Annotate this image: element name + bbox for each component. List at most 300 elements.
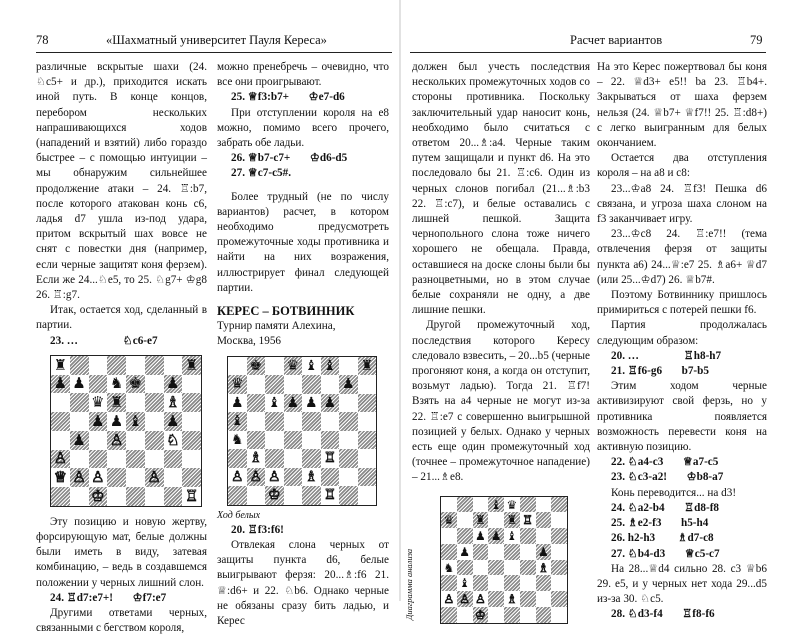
board-square (265, 431, 284, 450)
board-square (107, 468, 126, 487)
board-square (302, 449, 321, 468)
black-piece-icon: ♟ (304, 394, 318, 411)
board-square (284, 449, 303, 468)
board-square (247, 431, 266, 450)
board-square (145, 450, 164, 469)
board-square (473, 497, 489, 513)
black-piece-icon: ♟ (286, 394, 300, 411)
board-square (164, 393, 183, 412)
white-piece-icon: ♖ (184, 486, 199, 505)
spacer (217, 296, 389, 304)
board-square (284, 431, 303, 450)
body-paragraph: При отступлении короля на e8 можно, помимо всего прочего, забрать обе ладьи. (217, 106, 389, 150)
black-piece-icon: ♝ (506, 529, 518, 544)
board-square (339, 357, 358, 376)
body-paragraph: Конь переводится... на d3! (611, 486, 737, 499)
black-piece-icon: ♟ (459, 544, 470, 559)
black-piece-icon: ♜ (53, 355, 68, 374)
board-square (182, 393, 201, 412)
board-square (51, 412, 70, 431)
board-square (457, 544, 473, 560)
board-square (247, 486, 266, 505)
board-square (265, 468, 284, 487)
board-square (321, 357, 340, 376)
left-header-rule (36, 52, 392, 53)
left-running-header: «Шахматный университет Пауля Кереса» (106, 33, 327, 47)
board-square (70, 356, 89, 375)
body-paragraph: 23...♔c8 24. ♖:e7!! (тема отвлечения ферзя от защиты пункта a6) 24...♕:e7 25. ♗a6+ ♕d7 (или 25...♔d7) 26. ♕b7#. (597, 228, 767, 286)
board-square (520, 497, 536, 513)
white-piece-icon: ♙ (230, 468, 244, 485)
board-square (358, 486, 377, 505)
board-square (182, 412, 201, 431)
left-page (0, 0, 400, 635)
board-square (520, 528, 536, 544)
body-paragraph: На 28...♕d4 сильно 28. c3 ♕b6 29. e5, и у черных нет хода 29...d5 из-за 30. ♘c5. (597, 562, 767, 606)
board-square (551, 575, 567, 591)
board-square (284, 468, 303, 487)
board-square (536, 497, 552, 513)
black-piece-icon: ♝ (128, 411, 143, 430)
board-square (107, 375, 126, 394)
board-square (265, 357, 284, 376)
board-square (89, 431, 108, 450)
board-square (107, 431, 126, 450)
board-square (145, 356, 164, 375)
black-piece-icon: ♝ (459, 576, 470, 591)
body-paragraph: 23...♔a8 24. ♖f3! Пешка d6 связана, и угроза шаха слоном на f3 заканчивает игру. (597, 182, 767, 226)
board-square (51, 487, 70, 506)
right-running-header: Расчет вариантов (570, 33, 663, 47)
black-piece-icon: ♛ (91, 393, 105, 412)
board-square (284, 486, 303, 505)
board-square (51, 431, 70, 450)
black-piece-icon: ♟ (72, 374, 86, 393)
board-square (284, 375, 303, 394)
board-square (164, 468, 183, 487)
board-square (70, 393, 89, 412)
board-square (70, 431, 89, 450)
right-page (400, 0, 800, 622)
board-square (358, 468, 377, 487)
chess-diagram-board3 (440, 496, 568, 624)
board-square (504, 512, 520, 528)
white-piece-icon: ♖ (323, 450, 337, 467)
game-move: 26. ♕b7-c7+ ♔d6-d5 (231, 152, 348, 165)
board-square (284, 394, 303, 413)
board-square (164, 356, 183, 375)
diagram-side-label: Диаграмма анализа (404, 548, 414, 620)
board-square (441, 497, 457, 513)
white-piece-icon: ♖ (522, 513, 533, 528)
board-square (89, 375, 108, 394)
board-square (536, 575, 552, 591)
board-square (247, 357, 266, 376)
white-piece-icon: ♗ (304, 468, 318, 485)
board-square (457, 607, 473, 623)
board-square (358, 357, 377, 376)
white-piece-icon: ♙ (474, 592, 486, 607)
board-square (457, 560, 473, 576)
board-square (228, 449, 247, 468)
board-square (488, 607, 504, 623)
black-piece-icon: ♜ (474, 513, 486, 528)
body-paragraph: На это Керес пожертвовал бы коня – 22. ♕d3+ e5!! ba 23. ♖b4+. Закрываться от шаха ферзем нельзя (24. ♕b7+ ♕f7!! 25. ♖:d8+) с легко выигранным для белых окончанием. (597, 61, 767, 150)
black-piece-icon: ♝ (230, 413, 244, 430)
board-square (551, 591, 567, 607)
black-piece-icon: ♟ (537, 544, 549, 559)
board-square (339, 394, 358, 413)
body-paragraph: Партия продолжалась следующим образом: (597, 319, 767, 347)
game-move: 27. ♘b4-d3 ♕c5-c7 (611, 547, 720, 560)
white-piece-icon: ♙ (109, 430, 124, 449)
board-square (321, 468, 340, 487)
white-piece-icon: ♙ (72, 468, 86, 487)
board-square (473, 528, 489, 544)
board-square (441, 512, 457, 528)
black-piece-icon: ♛ (506, 497, 518, 512)
board-square (51, 468, 70, 487)
board-square (228, 486, 247, 505)
right-column-1 (404, 60, 590, 624)
board-square (488, 591, 504, 607)
board-square (51, 356, 70, 375)
body-paragraph: Другими ответами черных, связанными с бегством короля, (36, 607, 207, 635)
board-square (441, 544, 457, 560)
board-square (182, 375, 201, 394)
board-square (89, 393, 108, 412)
black-piece-icon: ♝ (490, 497, 502, 512)
black-piece-icon: ♟ (109, 411, 124, 430)
board-square (107, 450, 126, 469)
board-square (536, 512, 552, 528)
board-square (182, 356, 201, 375)
board-square (321, 486, 340, 505)
game-move: 23. … ♘c6-e7 (50, 334, 158, 347)
board-square (247, 394, 266, 413)
game-title: КЕРЕС – БОТВИННИК (217, 304, 355, 319)
board-square (520, 512, 536, 528)
black-piece-icon: ♞ (109, 374, 124, 393)
board-square (457, 528, 473, 544)
white-piece-icon: ♗ (249, 450, 263, 467)
body-paragraph: Остается два отступления короля – на a8 и c8: (597, 152, 767, 180)
board-square (441, 575, 457, 591)
board-square (339, 375, 358, 394)
game-move: 27. ♕c7-c5#. (231, 167, 292, 180)
white-piece-icon: ♗ (537, 560, 549, 575)
board-square (358, 449, 377, 468)
game-move: 21. ♖f6-g6 b7-b5 (611, 365, 709, 378)
game-move: 22. ♘a4-c3 ♕a7-c5 (611, 456, 719, 469)
board-square (70, 375, 89, 394)
board-square (473, 575, 489, 591)
board-square (302, 375, 321, 394)
game-move: 28. ♘d3-f4 ♖f8-f6 (611, 608, 715, 621)
board-square (70, 487, 89, 506)
board-square (89, 356, 108, 375)
body-paragraph: Этим ходом черные активизируют свой ферзь, но у противника появляется возможность перевести коня на активную позицию. (597, 380, 767, 454)
black-piece-icon: ♛ (230, 376, 244, 393)
body-paragraph: Эту позицию и новую жертву, форсирующую мат, белые должны были иметь в виду, затевая комбинацию, – ведь в создавшемся положении у черных лишний слон. (36, 515, 207, 589)
board-square (488, 497, 504, 513)
black-piece-icon: ♜ (506, 513, 518, 528)
board-square (504, 607, 520, 623)
board-square (473, 512, 489, 528)
board-square (145, 468, 164, 487)
board-square (520, 544, 536, 560)
board-square (520, 591, 536, 607)
board-square (302, 468, 321, 487)
black-piece-icon: ♟ (323, 394, 337, 411)
black-piece-icon: ♞ (443, 560, 455, 575)
white-piece-icon: ♔ (474, 607, 486, 622)
board-square (228, 431, 247, 450)
board-square (228, 394, 247, 413)
black-piece-icon: ♝ (267, 394, 281, 411)
right-header-rule (410, 52, 766, 53)
board-square (488, 575, 504, 591)
board-square (51, 375, 70, 394)
board-square (504, 591, 520, 607)
board-square (321, 431, 340, 450)
spacer (217, 182, 389, 190)
black-piece-icon: ♛ (443, 513, 455, 528)
board-square (473, 544, 489, 560)
board-square (536, 560, 552, 576)
board-square (164, 487, 183, 506)
black-piece-icon: ♟ (230, 394, 244, 411)
board-square (89, 412, 108, 431)
board-square (89, 450, 108, 469)
board-square (488, 544, 504, 560)
board-square (265, 375, 284, 394)
board-square (339, 431, 358, 450)
board-square (228, 468, 247, 487)
board-square (302, 412, 321, 431)
board-square (70, 468, 89, 487)
board-square (265, 412, 284, 431)
board-square (51, 393, 70, 412)
board-square (504, 528, 520, 544)
black-piece-icon: ♟ (341, 376, 355, 393)
white-piece-icon: ♔ (267, 487, 281, 504)
body-paragraph: Отвлекая слона черных от защиты пункта d6, белые выигрывают ферзя: 20...♗:f6 21. ♕:d6+ и 22. ♘b6. Однако черные не обязаны сразу бить ладью, и Керес (217, 539, 389, 628)
board-square (126, 393, 145, 412)
left-column-1 (36, 60, 207, 636)
board-square (182, 431, 201, 450)
white-piece-icon: ♙ (249, 468, 263, 485)
board-square (265, 394, 284, 413)
board-square (457, 591, 473, 607)
white-piece-icon: ♙ (147, 468, 161, 487)
board-square (504, 497, 520, 513)
board-square (164, 375, 183, 394)
game-move: 25. ♗e2-f3 h5-h4 (611, 517, 709, 530)
board-square (145, 431, 164, 450)
board-square (126, 431, 145, 450)
body-paragraph: Более трудный (не по числу вариантов) расчет, в котором необходимо предусмотреть промежуточные ходы противника и найти на них возражения, иллюстрирует финал следующей партии. (217, 190, 389, 294)
board-square (339, 412, 358, 431)
black-piece-icon: ♟ (474, 529, 486, 544)
board-square (339, 468, 358, 487)
board-square (520, 607, 536, 623)
board-square (126, 356, 145, 375)
board-square (247, 375, 266, 394)
white-piece-icon: ♖ (323, 487, 337, 504)
board-square (536, 544, 552, 560)
left-page-number: 78 (36, 33, 49, 47)
board-square (551, 512, 567, 528)
board-square (126, 375, 145, 394)
white-piece-icon: ♗ (506, 592, 518, 607)
board-square (551, 544, 567, 560)
board-square (145, 375, 164, 394)
board-square (265, 486, 284, 505)
body-paragraph: должен был учесть последствия нескольких промежуточных ходов со стороны противника. Поскольку заключительный удар наносит конь, необходимо было считаться с ответом 20...♗:a4. Черные таким путем защищали и пункт d6. На это последовало бы 21. ♖:c6. Один из черных слонов погибал (21...♗:b3 22. ♖:c7), и белые оставались с лишней пешкой. Защита чернопольного слона тоже ничего хорошего не обещала. Правда, оставшиеся на доске слоны были бы разноцветными, но в этом случае белые сохраняли не одну, а две лишние пешки. (412, 61, 590, 317)
black-piece-icon: ♟ (166, 411, 180, 430)
board-square (145, 393, 164, 412)
board-square (70, 412, 89, 431)
board-square (457, 497, 473, 513)
board-square (551, 497, 567, 513)
board-square (89, 487, 108, 506)
board-square (228, 412, 247, 431)
game-move: 26. h2-h3 ♗d7-c8 (611, 532, 714, 545)
board-square (107, 487, 126, 506)
board-square (107, 356, 126, 375)
board-square (457, 575, 473, 591)
white-piece-icon: ♙ (53, 449, 68, 468)
chess-diagram-board2 (227, 356, 377, 506)
left-column-2 (217, 60, 389, 629)
board-square (520, 575, 536, 591)
board-square (339, 486, 358, 505)
body-paragraph: Итак, остается ход, сделанный в партии. (36, 304, 207, 332)
board-square (302, 486, 321, 505)
white-piece-icon: ♙ (91, 468, 105, 487)
board-square (89, 468, 108, 487)
white-piece-icon: ♙ (459, 592, 470, 607)
board-square (551, 560, 567, 576)
board-square (358, 394, 377, 413)
board-square (265, 449, 284, 468)
black-piece-icon: ♟ (490, 529, 502, 544)
board-square (358, 431, 377, 450)
white-piece-icon: ♕ (53, 468, 68, 487)
board-square (107, 412, 126, 431)
board-square (441, 607, 457, 623)
black-piece-icon: ♟ (91, 411, 105, 430)
body-paragraph: можно пренебречь – очевидно, что все они проигрывают. (217, 61, 389, 89)
board-square (321, 412, 340, 431)
board-square (247, 449, 266, 468)
board-square (488, 560, 504, 576)
game-event: Турнир памяти Алехина, (217, 320, 336, 333)
board-square (504, 575, 520, 591)
game-move: 25. ♕f3:b7+ ♔e7-d6 (231, 91, 345, 104)
black-piece-icon: ♜ (360, 357, 374, 374)
body-paragraph: Другой промежуточный ход, последствия которого Кересу следовало взвесить, – 20...b5 (черные прогоняют коня, а когда он отступит, возьмут ладью). Тогда 21. ♖f7! Взять на a4 черные не могут из-за 22. ♖:e7 с совершенно выигрышной позицией у белых. Однако у черных есть еще один промежуточный ход (точнее – промежуточное нападение) – 21...♗e8. (412, 319, 590, 484)
board-square (473, 560, 489, 576)
white-piece-icon: ♘ (166, 430, 180, 449)
game-event: Москва, 1956 (217, 335, 282, 348)
black-piece-icon: ♟ (166, 374, 180, 393)
board-square (164, 412, 183, 431)
board-square (488, 528, 504, 544)
white-piece-icon: ♙ (267, 468, 281, 485)
board-square (284, 412, 303, 431)
white-piece-icon: ♗ (166, 393, 180, 412)
board-square (302, 431, 321, 450)
board-square (284, 357, 303, 376)
black-piece-icon: ♛ (286, 357, 300, 374)
body-paragraph: Поэтому Ботвиннику пришлось примириться с потерей пешки f6. (597, 289, 767, 317)
game-move: 23. ♘c3-a2! ♔b8-a7 (611, 471, 724, 484)
board-square (441, 591, 457, 607)
board-square (551, 528, 567, 544)
board-square (107, 393, 126, 412)
board-square (536, 591, 552, 607)
black-piece-icon: ♝ (304, 357, 318, 374)
board-square (536, 607, 552, 623)
board-square (441, 528, 457, 544)
right-column-2 (597, 60, 767, 623)
diagram-caption: Ход белых (217, 509, 261, 521)
black-piece-icon: ♚ (128, 374, 143, 393)
black-piece-icon: ♜ (184, 355, 199, 374)
board-square (473, 607, 489, 623)
black-piece-icon: ♝ (323, 357, 337, 374)
board-square (321, 449, 340, 468)
board-square (51, 450, 70, 469)
board-square (164, 431, 183, 450)
board-square (302, 394, 321, 413)
board-square (126, 450, 145, 469)
board-square (504, 544, 520, 560)
board-square (302, 357, 321, 376)
board-square (488, 512, 504, 528)
board-square (182, 450, 201, 469)
board-square (145, 487, 164, 506)
board-square (247, 412, 266, 431)
body-paragraph: различные вскрытые шахи (24. ♘c5+ и др.), приходится искать иной путь. В конце концов, перебором нескольких напрашивающихся ходов (нападений и взятий) либо гораздо быстрее – с помощью интуиции – мы обнаружим сильнейшее продолжение атаки – 24. ♖:b7, после которого атакован конь c6, ладья d7 ушла из-под удара, притом вскрытый шах вовсе не снят с повестки дня (например, если черные защитят коня ферзем). Если же 24...♘e5, то 25. ♘g7+ ♔g8 26. ♖:g7. (36, 61, 207, 302)
black-piece-icon: ♞ (230, 431, 244, 448)
board-square (182, 487, 201, 506)
board-square (247, 468, 266, 487)
black-piece-icon: ♚ (249, 357, 263, 374)
board-square (473, 591, 489, 607)
white-piece-icon: ♔ (91, 486, 105, 505)
game-move: 24. ♖d7:e7+! ♔f7:e7 (50, 591, 167, 604)
chess-diagram-board1 (50, 355, 202, 507)
board-square (339, 449, 358, 468)
board-square (457, 512, 473, 528)
board-square (70, 450, 89, 469)
board-square (126, 487, 145, 506)
black-piece-icon: ♜ (109, 393, 124, 412)
black-piece-icon: ♟ (53, 374, 68, 393)
board-square (126, 412, 145, 431)
board-square (358, 375, 377, 394)
game-move: 20. … ♖h8-h7 (611, 349, 722, 362)
board-square (126, 468, 145, 487)
board-square (228, 375, 247, 394)
board-square (551, 607, 567, 623)
board-square (321, 375, 340, 394)
board-square (520, 560, 536, 576)
board-square (164, 450, 183, 469)
